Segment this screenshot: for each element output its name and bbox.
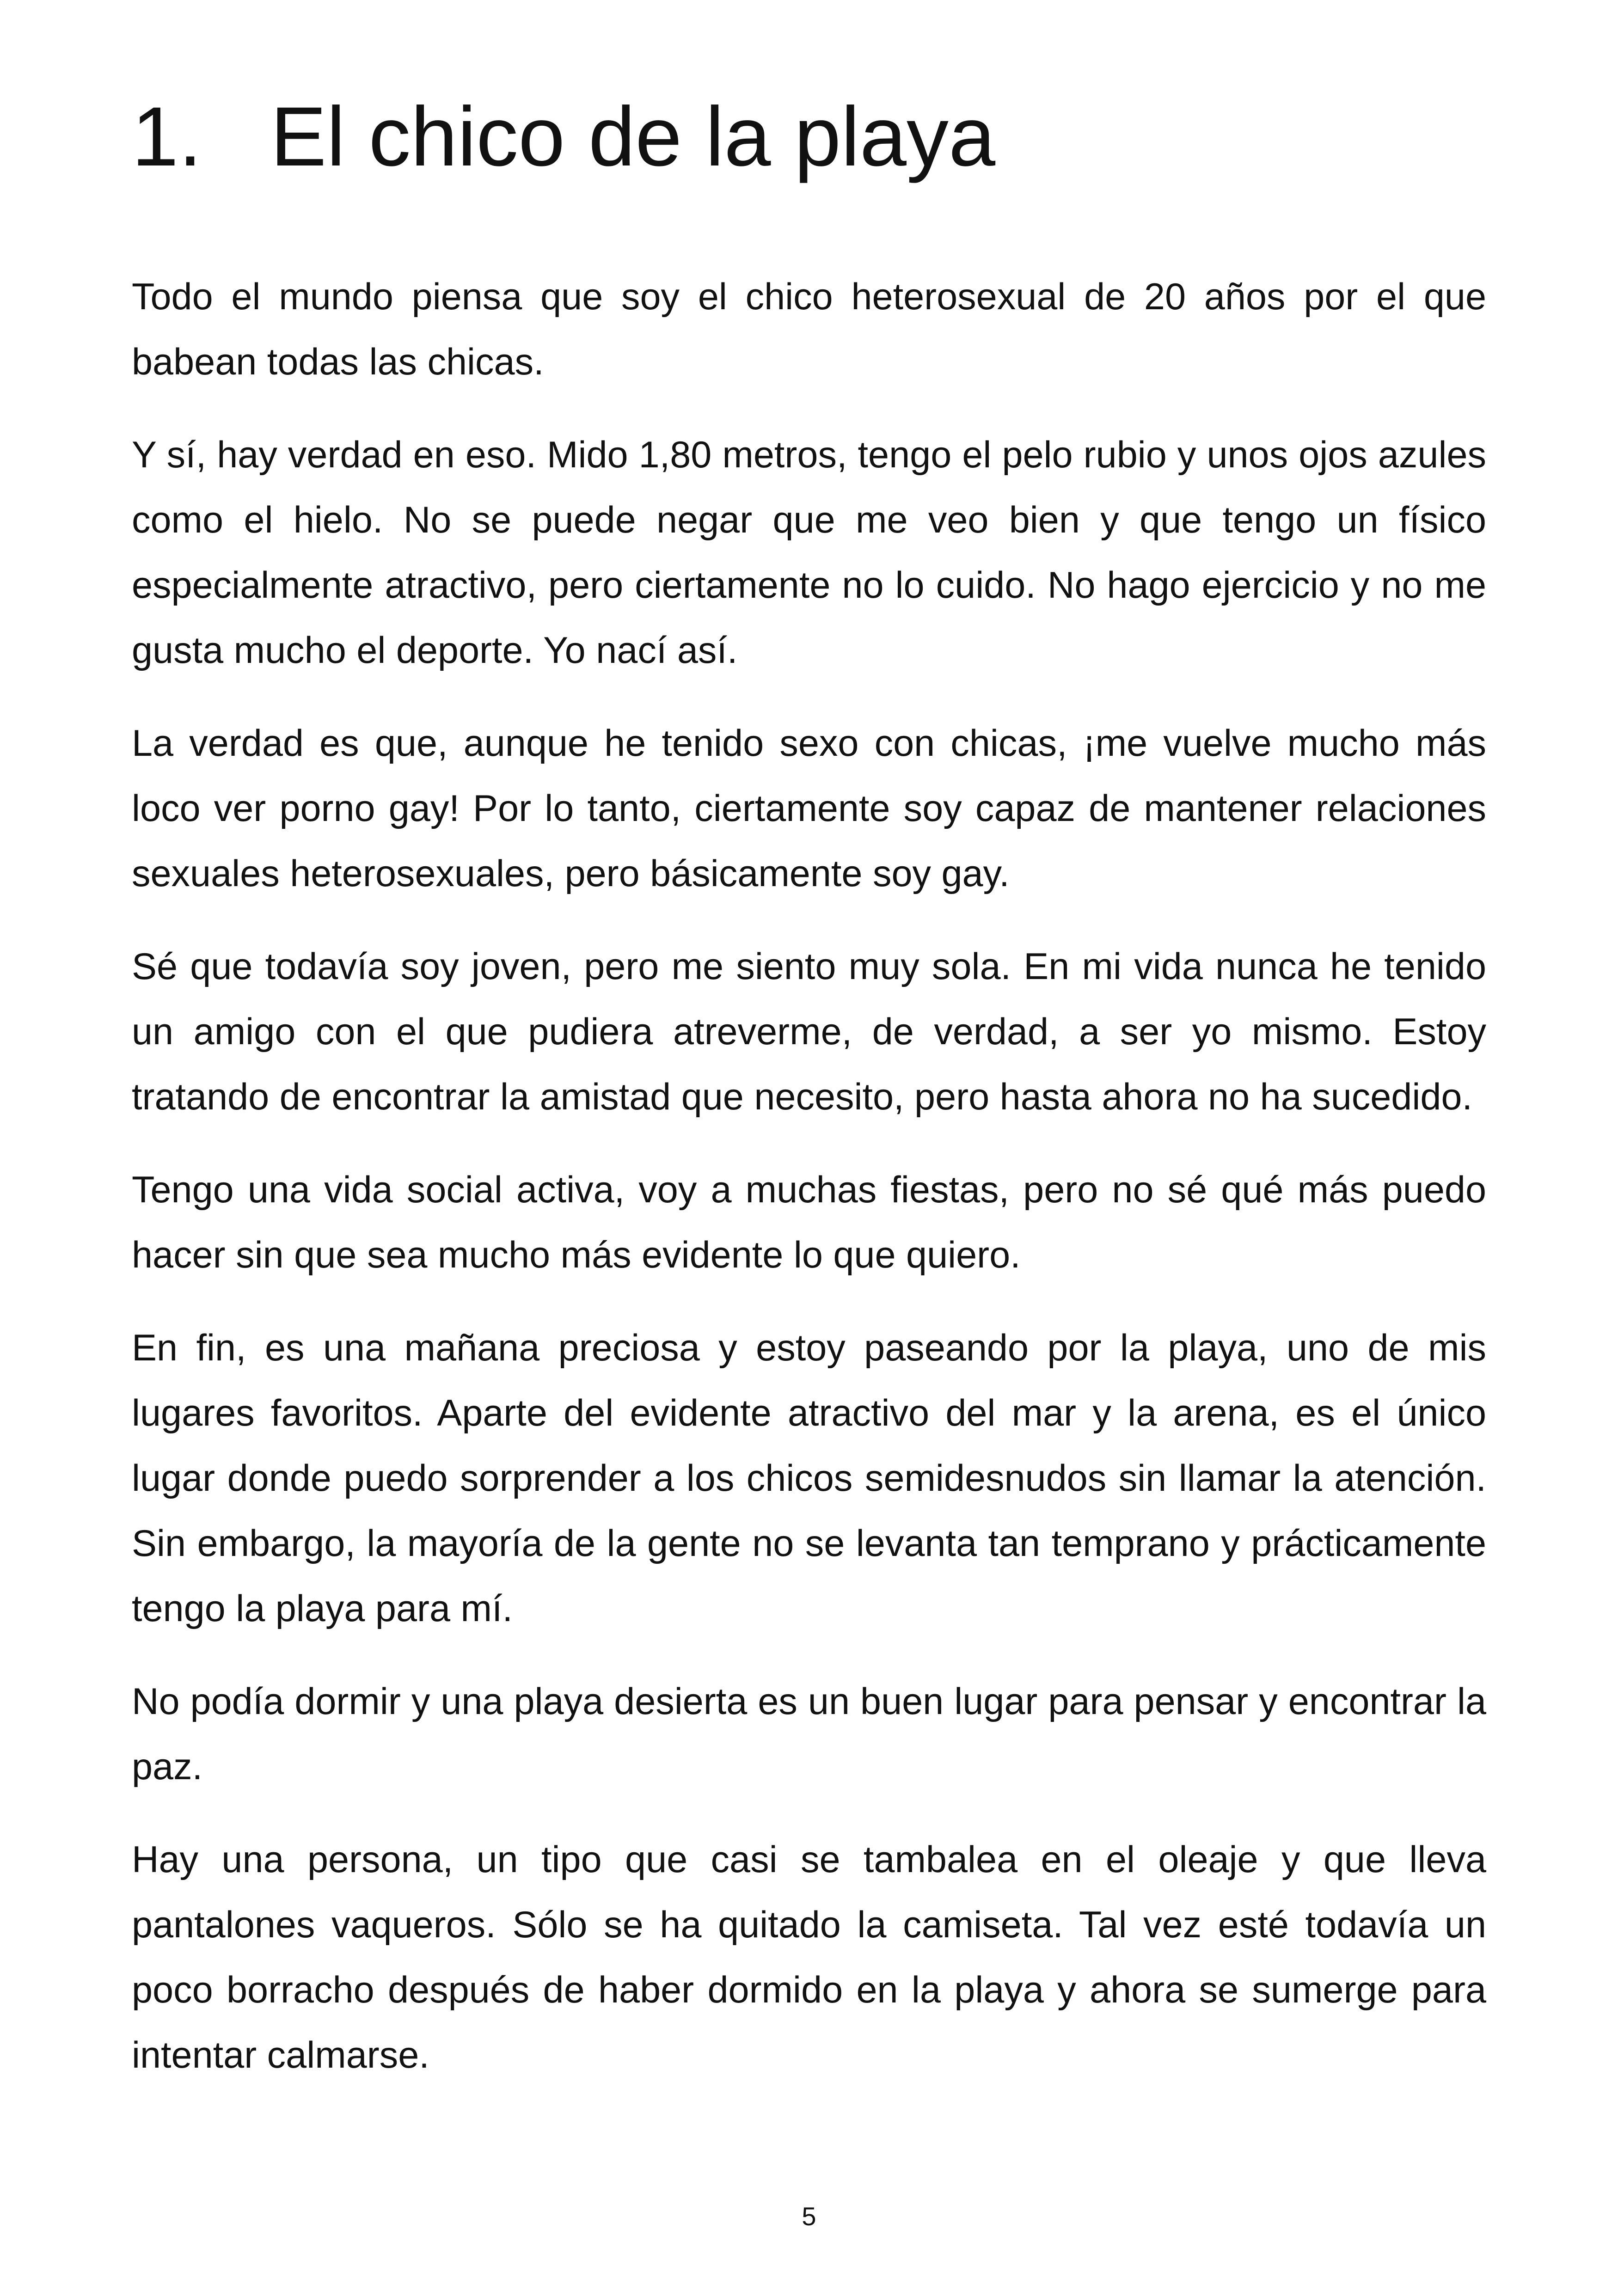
page-number: 5: [802, 2202, 816, 2231]
chapter-title: El chico de la playa: [270, 89, 996, 184]
chapter-number: 1.: [132, 89, 202, 184]
chapter-body: [132, 264, 1486, 2116]
paragraph-2: Y sí, hay verdad en eso. Mido 1,80 metros, tengo el pelo rubio y unos ojos azules como el hielo. No se puede negar que me veo bien y que tengo un físico especialmente atractivo, pero ciertamente no lo cuido. No hago ejercicio y no me gusta mucho el deporte. Yo nací así.: [132, 434, 1486, 671]
paragraph-4: Sé que todavía soy joven, pero me siento muy sola. En mi vida nunca he tenido un amigo con el que pudiera atreverme, de verdad, a ser yo mismo. Estoy tratando de encontrar la amistad que necesito, pero hasta ahora no ha sucedido.: [132, 946, 1486, 1118]
paragraph-3: La verdad es que, aunque he tenido sexo con chicas, ¡me vuelve mucho más loco ver porno gay! Por lo tanto, ciertamente soy capaz de mantener relaciones sexuales heterosexuales, pero básicamente soy gay.: [132, 722, 1486, 894]
paragraph-8: Hay una persona, un tipo que casi se tambalea en el oleaje y que lleva pantalones vaqueros. Sólo se ha quitado la camiseta. Tal vez esté todavía un poco borracho después de haber dormido en la playa y ahora se sumerge para intentar calmarse.: [132, 1839, 1486, 2076]
paragraph-7: No podía dormir y una playa desierta es un buen lugar para pensar y encontrar la paz.: [132, 1681, 1486, 1788]
paragraph-5: Tengo una vida social activa, voy a muchas fiestas, pero no sé qué más puedo hacer sin que sea mucho más evidente lo que quiero.: [132, 1169, 1486, 1276]
chapter-heading: [132, 81, 1486, 192]
paragraph-1: Todo el mundo piensa que soy el chico heterosexual de 20 años por el que babean todas las chicas.: [132, 276, 1486, 383]
paragraph-6: En fin, es una mañana preciosa y estoy paseando por la playa, uno de mis lugares favoritos. Aparte del evidente atractivo del mar y la arena, es el único lugar donde puedo sorprender a los chicos semidesnudos sin llamar la atención. Sin embargo, la mayoría de la gente no se levanta tan temprano y prácticamente tengo la playa para mí.: [132, 1327, 1486, 1629]
